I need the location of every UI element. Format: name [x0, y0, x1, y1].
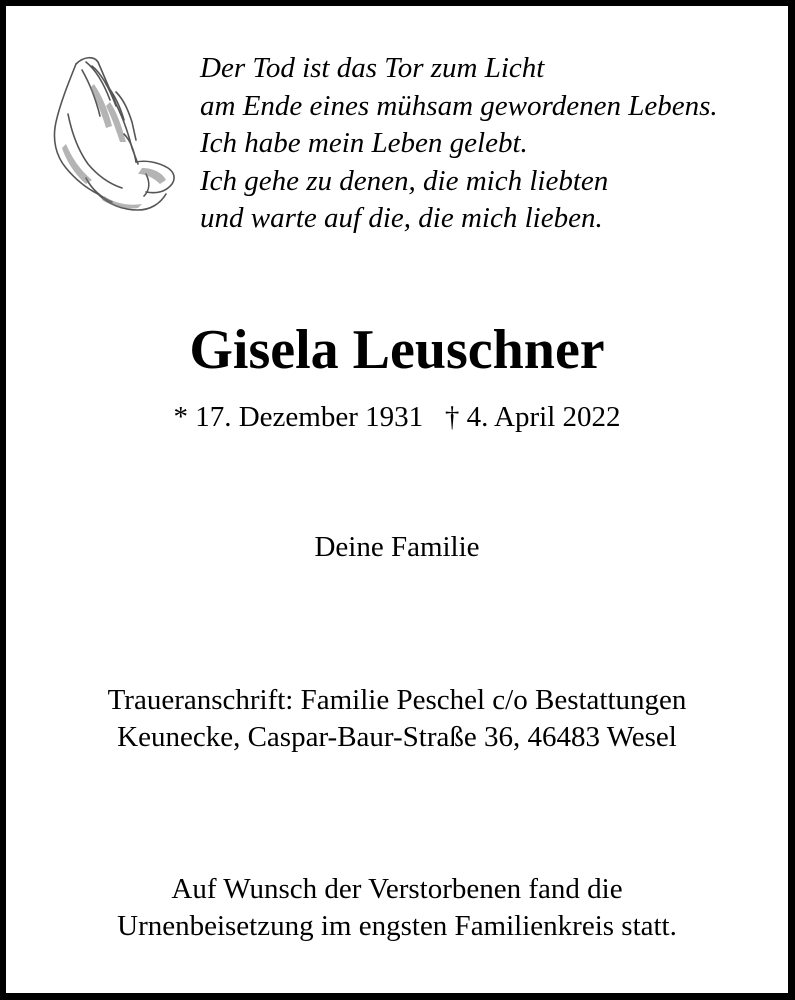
poem [200, 50, 718, 238]
obituary-notice [6, 6, 788, 993]
poem-line: und warte auf die, die mich lieben. [200, 202, 603, 234]
poem-line: Der Tod ist das Tor zum Licht [200, 52, 545, 84]
poem-line: Ich gehe zu denen, die mich liebten [200, 164, 609, 197]
signature: Deine Familie [314, 531, 480, 563]
note-line: Urnenbeisetzung im engsten Familienkreis statt. [117, 910, 677, 942]
address-line: Keunecke, Caspar-Baur-Straße 36, 46483 Wesel [117, 721, 677, 753]
note-line: Auf Wunsch der Verstorbenen fand die [171, 873, 623, 905]
birth-date: * 17. Dezember 1931 [173, 401, 424, 433]
poem-line: Ich habe mein Leben gelebt. [200, 127, 528, 159]
deceased-name: Gisela Leuschner [189, 319, 605, 381]
life-dates [6, 399, 788, 435]
address-line: Traueranschrift: Familie Peschel c/o Bestattungen [107, 684, 687, 716]
praying-hands-icon [46, 44, 181, 219]
death-date: † 4. April 2022 [444, 401, 621, 433]
poem-line: am Ende eines mühsam gewordenen Lebens. [200, 89, 718, 122]
mourning-address [6, 682, 788, 756]
burial-note [6, 871, 788, 945]
